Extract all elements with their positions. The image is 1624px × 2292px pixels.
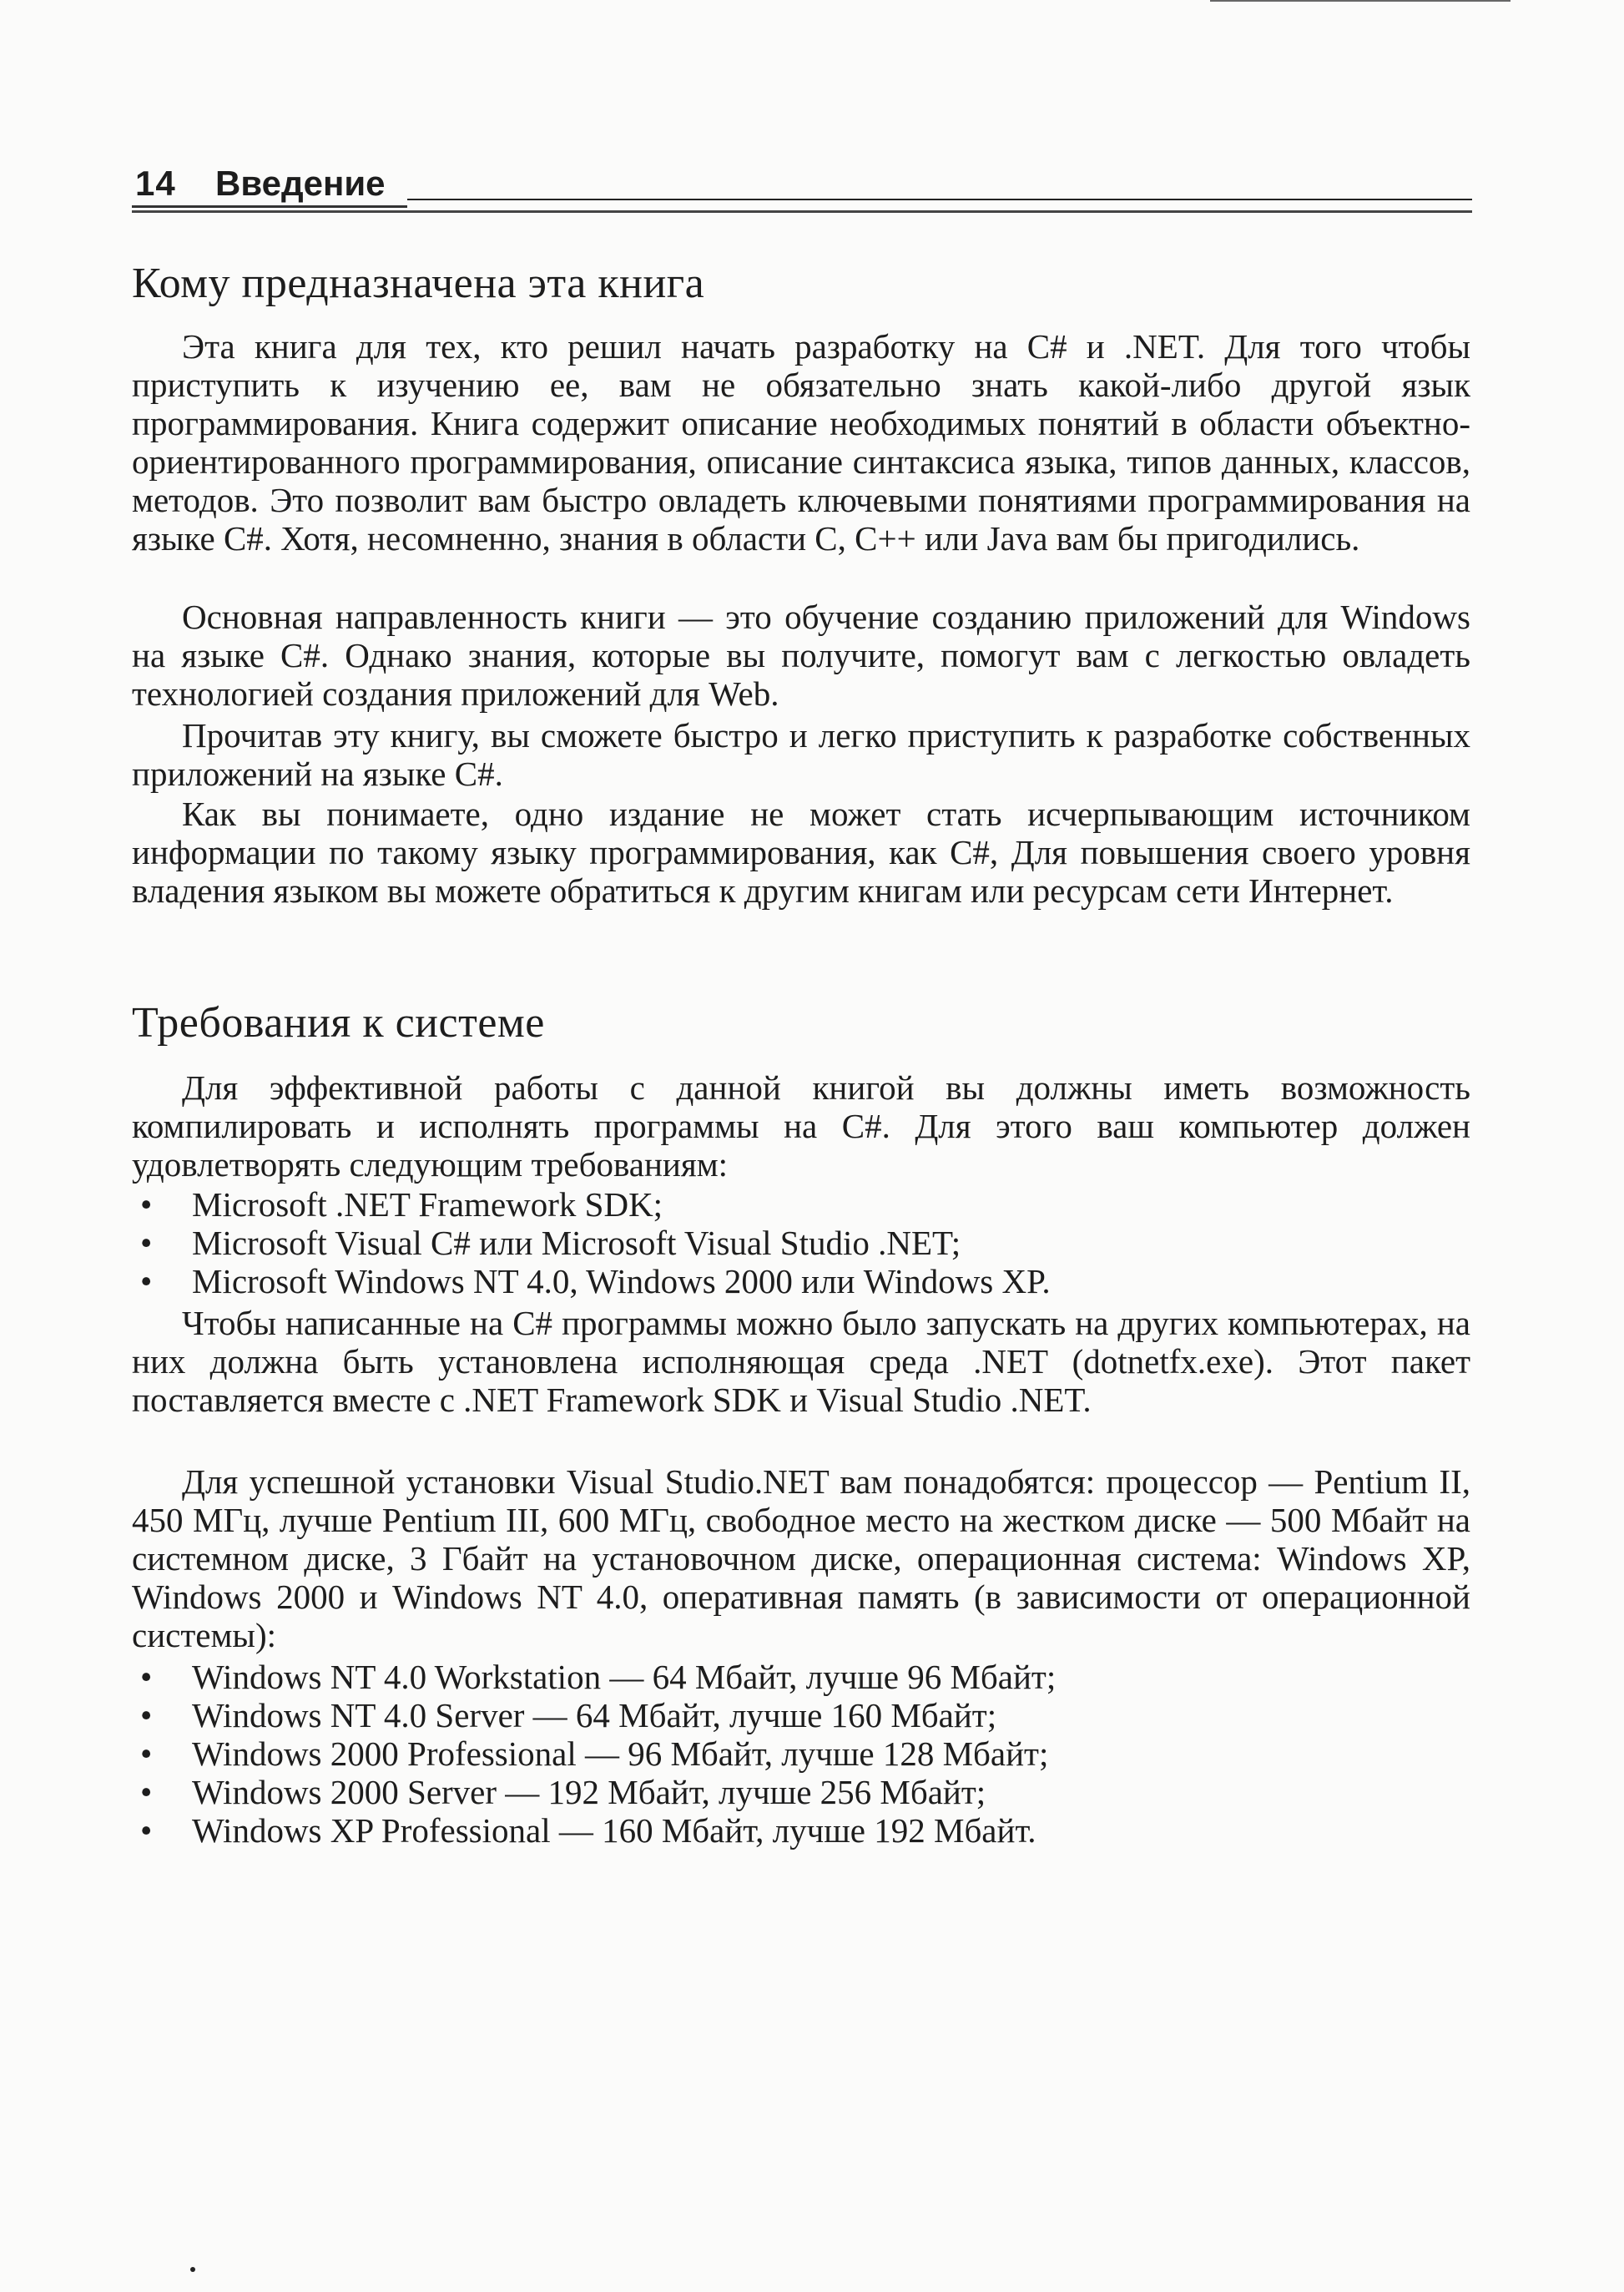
- bullet-icon: •: [140, 1696, 153, 1734]
- section-heading-audience: Кому предназначена эта книга: [132, 260, 705, 307]
- scan-speck: [190, 2267, 195, 2272]
- header-rule: [407, 199, 1472, 200]
- list-item: • Windows NT 4.0 Server — 64 Мбайт, лучше 160 Мбайт;: [140, 1696, 997, 1734]
- header-rule-left: [132, 205, 407, 208]
- list-item: • Windows XP Professional — 160 Мбайт, лучше 192 Мбайт.: [140, 1811, 1036, 1850]
- memory-requirements-list: [132, 1658, 1470, 1850]
- paragraph: Чтобы написанные на C# программы можно было запускать на других компьютерах, на них должна быть установлена исполняющая среда .NET (dotnetfx.exe). Этот пакет поставляется вместе с .NET Framework SDK и Visual Studio .NET.: [132, 1304, 1470, 1419]
- bullet-icon: •: [140, 1734, 153, 1773]
- list-item: • Microsoft .NET Framework SDK;: [140, 1185, 663, 1224]
- header-rule-bottom: [132, 210, 1472, 213]
- list-item: • Windows NT 4.0 Workstation — 64 Мбайт, лучше 96 Мбайт;: [140, 1658, 1057, 1696]
- top-scan-mark: [1210, 0, 1511, 2]
- bullet-icon: •: [140, 1262, 153, 1300]
- list-item: • Microsoft Visual C# или Microsoft Visual Studio .NET;: [140, 1224, 961, 1262]
- page-number: 14: [135, 164, 176, 203]
- requirements-list: [132, 1185, 1470, 1300]
- section-heading-requirements: Требования к системе: [132, 999, 545, 1047]
- list-item: • Windows 2000 Server — 192 Мбайт, лучше 256 Мбайт;: [140, 1773, 986, 1811]
- paragraph: Эта книга для тех, кто решил начать разработку на C# и .NET. Для того чтобы приступить к изучению ее, вам не обязательно знать какой-либо другой язык программирования. Книга содержит описание необходимых понятий в области объектно-ориентированного программирования, описание синтаксиса языка, типов данных, классов, методов. Это позволит вам быстро овладеть ключевыми понятиями программирования на языке C#. Хотя, несомненно, знания в области С, C++ или Java вам бы пригодились.: [132, 327, 1470, 558]
- list-item: • Windows 2000 Professional — 96 Мбайт, лучше 128 Мбайт;: [140, 1734, 1049, 1773]
- paragraph: Для эффективной работы с данной книгой вы должны иметь возможность компилировать и исполнять программы на C#. Для этого ваш компьютер должен удовлетворять следующим требованиям:: [132, 1068, 1470, 1184]
- paragraph: Для успешной установки Visual Studio.NET вам понадобятся: процессор — Pentium II, 450 МГц, лучше Pentium III, 600 МГц, свободное место на жестком диске — 500 Мбайт на системном диске, 3 Гбайт на установочном диске, операционная система: Windows XP, Windows 2000 и Windows NT 4.0, оперативная память (в зависимости от операционной системы):: [132, 1462, 1470, 1654]
- bullet-icon: •: [140, 1185, 153, 1224]
- bullet-icon: •: [140, 1658, 153, 1696]
- list-item: • Microsoft Windows NT 4.0, Windows 2000 или Windows XP.: [140, 1262, 1051, 1300]
- paragraph: Как вы понимаете, одно издание не может стать исчерпывающим источником информации по такому языку программирования, как C#, Для повышения своего уровня владения языком вы можете обратиться к другим книгам или ресурсам сети Интернет.: [132, 795, 1470, 910]
- paragraph: Основная направленность книги — это обучение созданию приложений для Windows на языке C#. Однако знания, которые вы получите, помогут вам с легкостью овладеть технологией создания приложений для Web.: [132, 598, 1470, 713]
- bullet-icon: •: [140, 1811, 153, 1850]
- bullet-icon: •: [140, 1224, 153, 1262]
- header-section-title: Введение: [215, 164, 386, 203]
- paragraph: Прочитав эту книгу, вы сможете быстро и легко приступить к разработке собственных приложений на языке C#.: [132, 716, 1470, 793]
- bullet-icon: •: [140, 1773, 153, 1811]
- running-header: [132, 164, 1472, 222]
